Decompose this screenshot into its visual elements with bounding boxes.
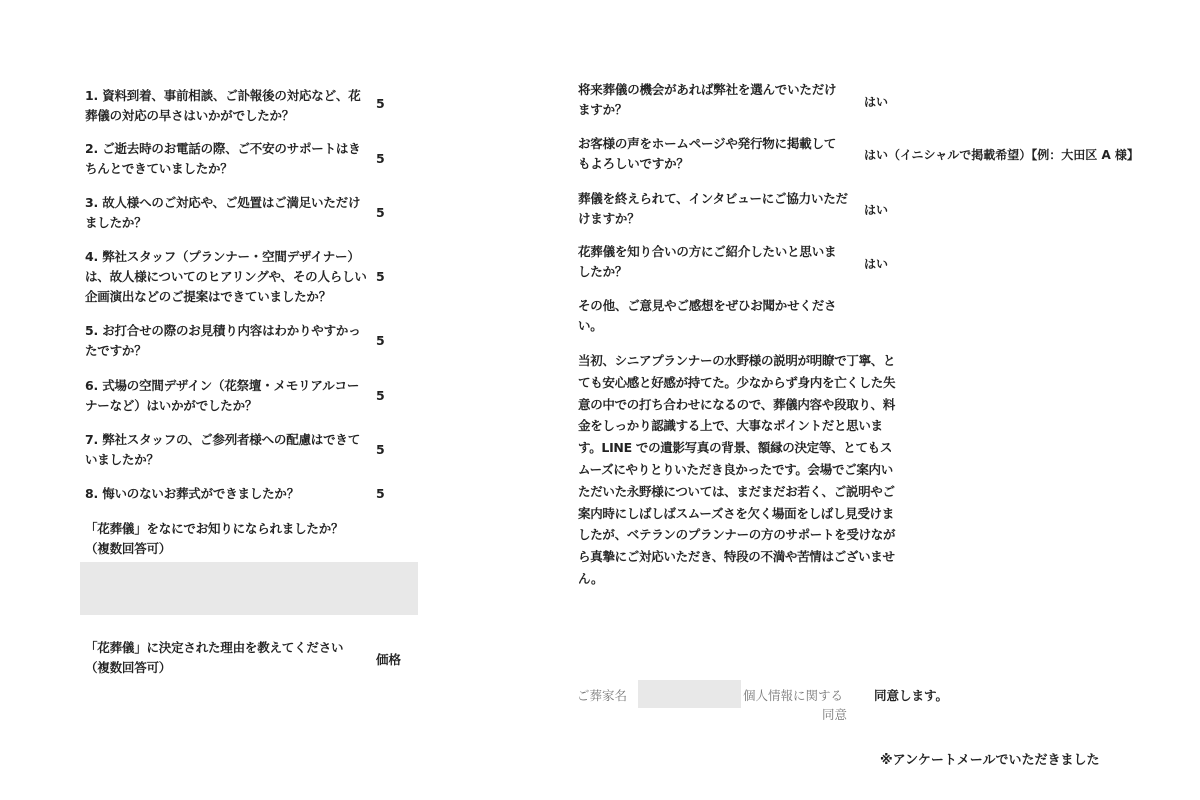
privacy-consent-label-line2: 同意 — [822, 707, 848, 722]
publish-consent-question-text: お客様の声をホームページや発行物に掲載してもよろしいですか？ — [578, 136, 837, 171]
question-3-text: 3. 故人様へのご対応や、ご処置はご満足いただけましたか？ — [85, 195, 361, 230]
reason-question-answer: 価格 — [376, 652, 402, 667]
source-question-text: 「花葬儀」をなにでお知りになられましたか？（複数回答可） — [85, 521, 344, 556]
question-6-text: 6. 式場の空間デザイン（花祭壇・メモリアルコーナーなど）はいかがでしたか？ — [85, 378, 360, 413]
family-name-redacted-box — [638, 680, 741, 708]
referral-answer: はい — [864, 257, 889, 271]
source-note: ※アンケートメールでいただきました — [880, 753, 1100, 768]
future-choice-answer: はい — [864, 95, 889, 109]
reason-question-text: 「花葬儀」に決定された理由を教えてください（複数回答可） — [85, 640, 344, 675]
source-answer-redacted-box — [80, 562, 418, 615]
other-comments-question-text: その他、ご意見やご感想をぜひお聞かせください。 — [578, 298, 837, 333]
question-6-answer: 5 — [376, 388, 385, 403]
question-1-answer: 5 — [376, 96, 385, 111]
question-2-text: 2. ご逝去時のお電話の際、ご不安のサポートはきちんとできていましたか？ — [85, 141, 361, 176]
privacy-consent-label-line1: 個人情報に関する — [743, 688, 844, 703]
question-4-text: 4. 弊社スタッフ（プランナー・空間デザイナー）は、故人様についてのヒアリングや、その人らしい企画演出などのご提案はできていましたか？ — [85, 249, 367, 304]
customer-comment-text: 当初、シニアプランナーの水野様の説明が明瞭で丁寧、とても安心感と好感が持てた。少なからず身内を亡くした失意の中での打ち合わせになるので、葬儀内容や段取り、料金をしっかり認識する上で、大事なポイントだと思います。LINE での遺影写真の背景、額縁の決定等、とてもスムーズにやりとりいただき良かったです。会場でご案内いただいた永野様については、まだまだお若く、ご説明やご案内時にしばしばスムーズさを欠く場面をしばし見受けましたが、ベテランのプランナーの方のサポートを受けながら真摯にご対応いただき、特段の不満や苦情はございません。 — [578, 353, 896, 586]
question-7-answer: 5 — [376, 442, 385, 457]
family-name-label: ご葬家名 — [577, 688, 628, 703]
privacy-consent-value: 同意します。 — [874, 688, 949, 703]
question-5-text: 5. お打合せの際のお見積り内容はわかりやすかったですか？ — [85, 323, 361, 358]
question-3-answer: 5 — [376, 205, 385, 220]
question-2-answer: 5 — [376, 151, 385, 166]
referral-question-text: 花葬儀を知り合いの方にご紹介したいと思いましたか？ — [578, 244, 837, 279]
interview-answer: はい — [864, 203, 889, 217]
question-1-text: 1. 資料到着、事前相談、ご訃報後の対応など、花葬儀の対応の早さはいかがでしたか？ — [85, 88, 361, 123]
question-8-text: 8. 悔いのないお葬式ができましたか？ — [85, 486, 299, 501]
publish-consent-answer: はい（イニシャルで掲載希望）【例：大田区 A 様】 — [864, 148, 1139, 162]
question-8-answer: 5 — [376, 486, 385, 501]
question-5-answer: 5 — [376, 333, 385, 348]
future-choice-question-text: 将来葬儀の機会があれば弊社を選んでいただけますか？ — [578, 82, 837, 117]
question-7-text: 7. 弊社スタッフの、ご参列者様への配慮はできていましたか？ — [85, 432, 360, 467]
question-4-answer: 5 — [376, 269, 385, 284]
interview-question-text: 葬儀を終えられて、インタビューにご協力いただけますか？ — [578, 191, 848, 226]
